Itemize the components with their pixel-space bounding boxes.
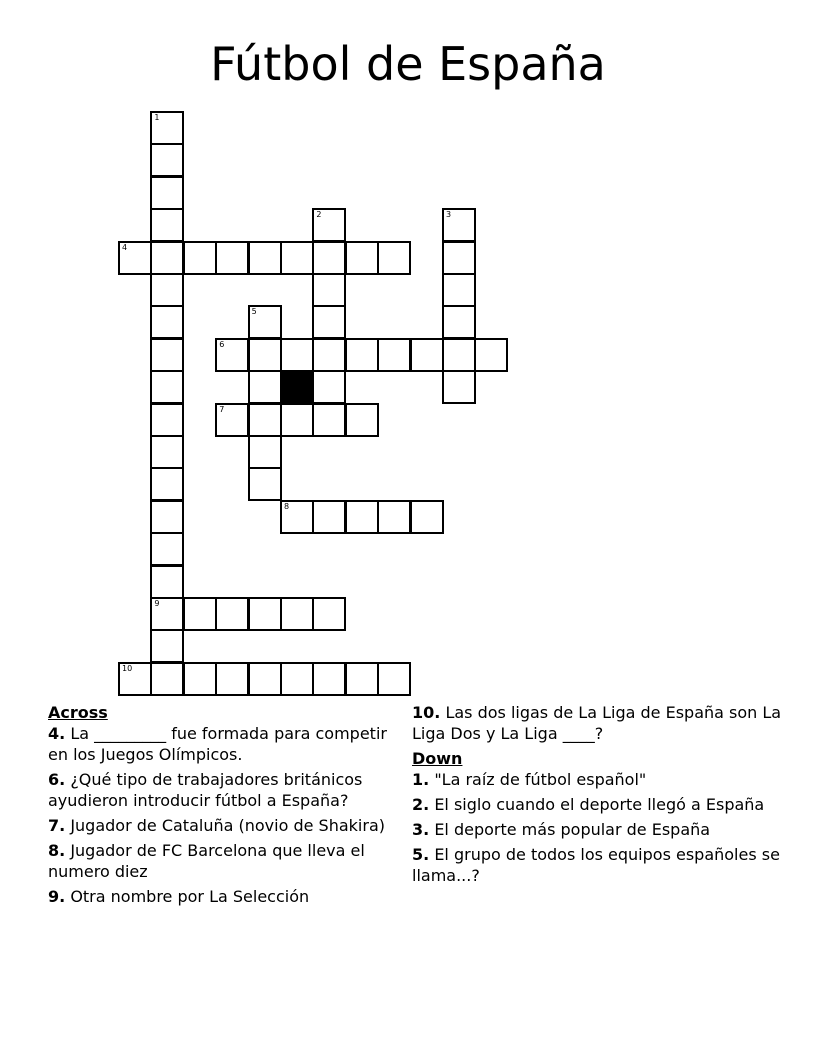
grid-cell[interactable] xyxy=(312,370,346,404)
grid-cell[interactable] xyxy=(312,273,346,307)
grid-cell[interactable] xyxy=(345,500,379,534)
clue-number: 4. xyxy=(48,724,66,743)
grid-cell[interactable] xyxy=(215,662,249,696)
grid-cell[interactable] xyxy=(150,241,184,275)
grid-cell[interactable] xyxy=(312,338,346,372)
clue-number: 1. xyxy=(412,770,430,789)
grid-cell[interactable] xyxy=(312,597,346,631)
cell-number: 9 xyxy=(154,599,160,608)
grid-cell[interactable] xyxy=(215,338,249,372)
clue-number: 7. xyxy=(48,816,66,835)
grid-cell[interactable] xyxy=(442,273,476,307)
grid-cell[interactable] xyxy=(312,500,346,534)
grid-cell[interactable] xyxy=(150,305,184,339)
grid-cell[interactable] xyxy=(377,338,411,372)
cell-number: 5 xyxy=(251,307,257,317)
grid-cell[interactable] xyxy=(150,435,184,469)
cell-number: 2 xyxy=(316,210,322,220)
grid-cell[interactable] xyxy=(280,241,314,275)
grid-cell[interactable] xyxy=(410,500,444,534)
grid-cell[interactable] xyxy=(377,500,411,534)
grid-cell[interactable] xyxy=(150,403,184,437)
grid-cell[interactable] xyxy=(118,241,152,275)
clue-text: El grupo de todos los equipos españoles se llama...? xyxy=(412,845,780,885)
clue-text: El siglo cuando el deporte llegó a España xyxy=(434,795,765,814)
clue-text: Las dos ligas de La Liga de España son La Liga Dos y La Liga ____? xyxy=(412,703,782,743)
clue-number: 10. xyxy=(412,703,441,722)
clue-text: Jugador de FC Barcelona que lleva el numero diez xyxy=(48,841,365,881)
grid-cell[interactable] xyxy=(248,467,282,501)
grid-cell[interactable] xyxy=(150,467,184,501)
grid-cell[interactable] xyxy=(312,662,346,696)
clue-text: ¿Qué tipo de trabajadores británicos ayudieron introducir fútbol a España? xyxy=(48,770,363,810)
down-heading: Down xyxy=(412,749,463,768)
grid-cell[interactable] xyxy=(442,305,476,339)
grid-cell[interactable] xyxy=(280,662,314,696)
grid-cell[interactable] xyxy=(150,208,184,242)
grid-cell[interactable] xyxy=(280,597,314,631)
grid-cell[interactable] xyxy=(118,662,152,696)
clue-text: Otra nombre por La Selección xyxy=(70,887,310,906)
grid-cell[interactable] xyxy=(150,662,184,696)
clue-number: 6. xyxy=(48,770,66,789)
clue-down-1 xyxy=(412,769,782,790)
grid-cell[interactable] xyxy=(442,370,476,404)
grid-cell[interactable] xyxy=(280,338,314,372)
clue-down-2 xyxy=(412,794,782,815)
grid-cell[interactable] xyxy=(150,273,184,307)
grid-cell[interactable] xyxy=(248,338,282,372)
grid-cell[interactable] xyxy=(312,241,346,275)
clue-across-6 xyxy=(48,769,398,811)
grid-cell[interactable] xyxy=(312,208,346,242)
cell-number: 6 xyxy=(219,339,225,349)
grid-cell[interactable] xyxy=(248,662,282,696)
grid-cell[interactable] xyxy=(312,403,346,437)
grid-cell[interactable] xyxy=(183,241,217,275)
page-title: Fútbol de España xyxy=(210,37,606,91)
grid-cell[interactable] xyxy=(410,338,444,372)
grid-cell[interactable] xyxy=(377,241,411,275)
clue-text: La _________ fue formada para competir en los Juegos Olímpicos. xyxy=(48,724,387,764)
cell-number: 4 xyxy=(122,242,128,252)
clue-text: El deporte más popular de España xyxy=(434,820,711,839)
grid-cell[interactable] xyxy=(248,403,282,437)
grid-cell[interactable] xyxy=(248,241,282,275)
grid-cell[interactable] xyxy=(345,403,379,437)
cell-number: 1 xyxy=(154,113,160,122)
grid-cell[interactable] xyxy=(280,500,314,534)
grid-cell[interactable] xyxy=(150,597,184,631)
cell-number: 7 xyxy=(219,404,225,414)
clue-text: "La raíz de fútbol español" xyxy=(434,770,647,789)
grid-cell[interactable] xyxy=(248,370,282,404)
clue-number: 5. xyxy=(412,845,430,864)
cell-number: 3 xyxy=(446,210,452,220)
grid-cell[interactable] xyxy=(150,176,184,210)
grid-cell[interactable] xyxy=(150,111,184,145)
cell-number: 8 xyxy=(284,501,290,511)
grid-cell[interactable] xyxy=(280,403,314,437)
grid-cell[interactable] xyxy=(215,597,249,631)
clue-across-4 xyxy=(48,723,398,765)
clue-number: 8. xyxy=(48,841,66,860)
grid-cell[interactable] xyxy=(345,662,379,696)
clue-number: 3. xyxy=(412,820,430,839)
grid-cell[interactable] xyxy=(248,435,282,469)
clue-number: 9. xyxy=(48,887,66,906)
grid-cell[interactable] xyxy=(215,403,249,437)
grid-cell[interactable] xyxy=(150,338,184,372)
grid-cell[interactable] xyxy=(215,241,249,275)
grid-cell[interactable] xyxy=(345,241,379,275)
clue-number: 2. xyxy=(412,795,430,814)
clue-across-7 xyxy=(48,815,398,836)
clues-right-column xyxy=(412,702,782,890)
clue-down-3 xyxy=(412,819,782,840)
clue-text: Jugador de Cataluña (novio de Shakira) xyxy=(70,816,385,835)
grid-cell[interactable] xyxy=(150,565,184,599)
grid-cell[interactable] xyxy=(474,338,508,372)
clue-across-10 xyxy=(412,702,782,744)
grid-cell[interactable] xyxy=(183,662,217,696)
grid-cell[interactable] xyxy=(248,305,282,339)
grid-cell[interactable] xyxy=(248,597,282,631)
grid-cell[interactable] xyxy=(442,208,476,242)
grid-cell[interactable] xyxy=(377,662,411,696)
grid-cell[interactable] xyxy=(312,305,346,339)
across-heading: Across xyxy=(48,703,108,722)
grid-cell[interactable] xyxy=(442,241,476,275)
grid-cell[interactable] xyxy=(150,629,184,663)
grid-cell[interactable] xyxy=(150,370,184,404)
cell-number: 10 xyxy=(122,663,133,673)
black-square xyxy=(280,370,314,404)
grid-cell[interactable] xyxy=(150,143,184,177)
clue-across-8 xyxy=(48,840,398,882)
grid-cell[interactable] xyxy=(442,338,476,372)
clue-across-9 xyxy=(48,886,398,907)
grid-cell[interactable] xyxy=(183,597,217,631)
grid-cell[interactable] xyxy=(150,532,184,566)
grid-cell[interactable] xyxy=(345,338,379,372)
clues-left-column xyxy=(48,702,398,911)
grid-cell[interactable] xyxy=(150,500,184,534)
clue-down-5 xyxy=(412,844,782,886)
